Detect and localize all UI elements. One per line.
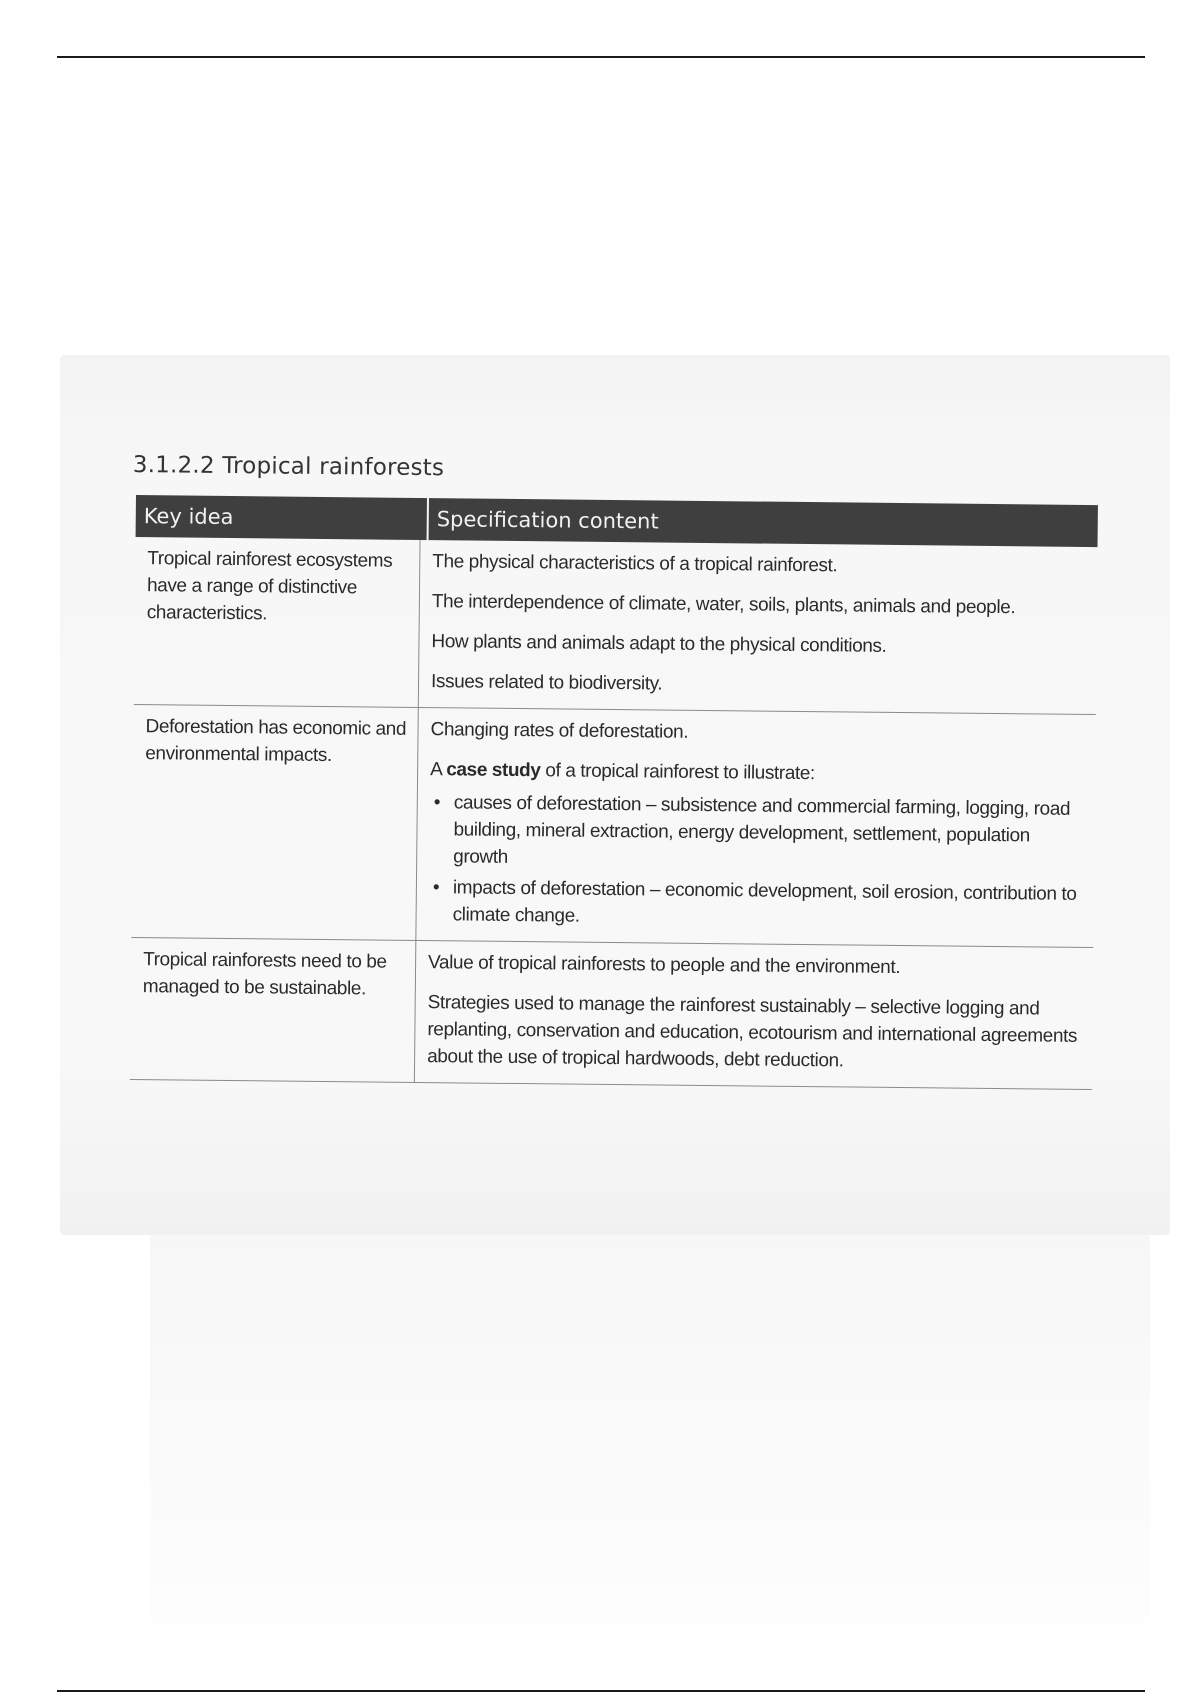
case-study-bullets: [428, 789, 1084, 935]
spec-content-cell: [415, 941, 1093, 1089]
bottom-rule: [57, 1690, 1145, 1692]
bullet-text: impacts of deforestation – economic development, soil erosion, contribution to climate change.: [452, 877, 1077, 927]
spec-item: Value of tropical rainforests to people and the environment.: [428, 952, 901, 979]
header-specification-content: Specification content: [436, 507, 659, 534]
spec-item: The interdependence of climate, water, soils, plants, animals and people.: [431, 591, 1016, 619]
top-rule: [57, 56, 1145, 58]
table-row: [131, 705, 1095, 948]
spec-item: Strategies used to manage the rainforest sustainably – selective logging and replanting, conservation and education, ecotourism and international agreements about the use of tropical hardwoods, debt reduction.: [427, 992, 1078, 1072]
bullet-icon: •: [433, 792, 441, 814]
spec-item: The physical characteristics of a tropical rainforest.: [432, 551, 838, 577]
spec-content-cell: [419, 540, 1098, 714]
case-study-prefix: A: [430, 759, 447, 781]
list-item: [429, 789, 1085, 877]
spec-item: Changing rates of deforestation.: [430, 719, 689, 743]
section-heading: 3.1.2.2 Tropical rainforests: [132, 452, 445, 482]
table-row: [130, 938, 1093, 1090]
case-study-intro: [430, 756, 1085, 790]
spec-content-cell: [416, 708, 1095, 947]
key-idea-cell: Deforestation has economic and environmental impacts.: [131, 705, 418, 940]
spec-item: How plants and animals adapt to the physical conditions.: [431, 631, 887, 657]
bullet-text: causes of deforestation – subsistence and commercial farming, logging, road building, mineral extraction, energy development, settlement, population growth: [453, 792, 1071, 868]
table-row: [134, 537, 1098, 715]
key-idea-cell: Tropical rainforest ecosystems have a range of distinctive characteristics.: [134, 537, 421, 707]
key-idea-cell: Tropical rainforests need to be managed to be sustainable.: [130, 938, 416, 1082]
page-shadow: [150, 1235, 1150, 1690]
header-key-idea: Key idea: [136, 495, 429, 540]
case-study-term: case study: [446, 759, 541, 782]
bullet-icon: •: [432, 877, 440, 899]
specification-table: [130, 495, 1098, 1090]
list-item: [428, 874, 1084, 935]
spec-item: Issues related to biodiversity.: [430, 671, 663, 695]
case-study-suffix: of a tropical rainforest to illustrate:: [540, 760, 815, 785]
